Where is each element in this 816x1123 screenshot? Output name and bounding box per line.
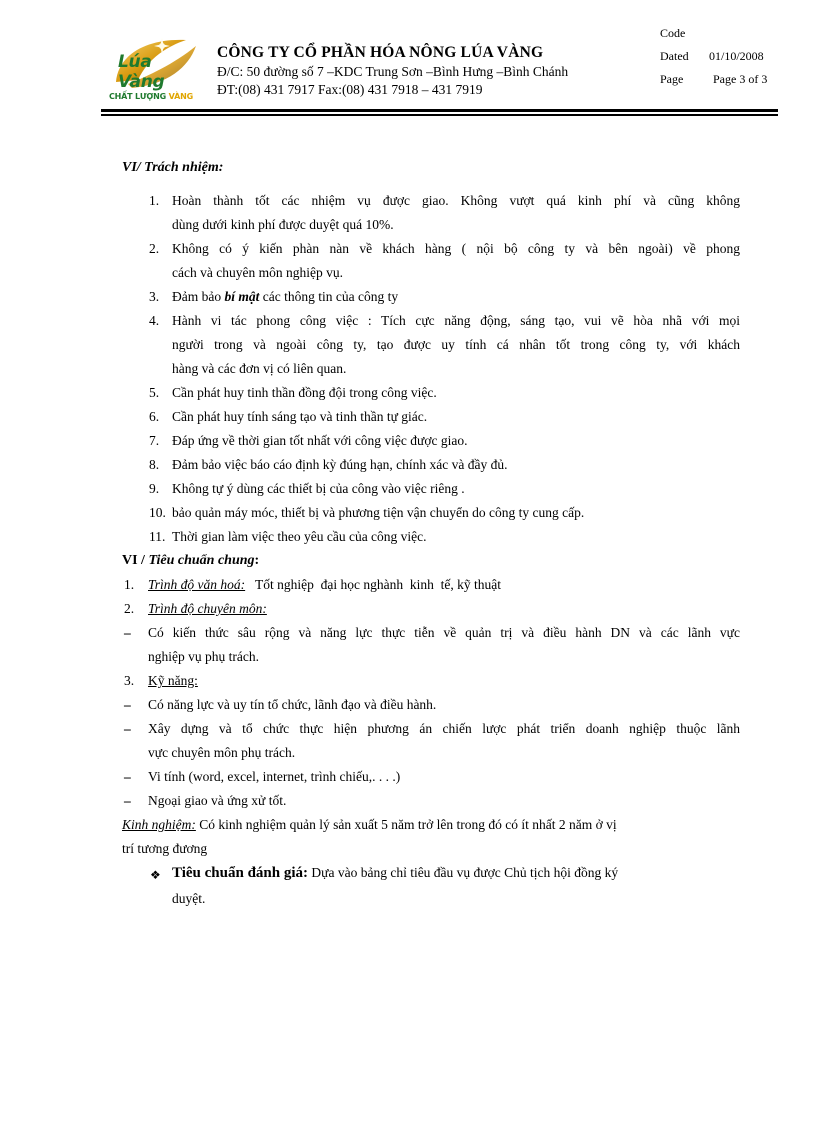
list-item-text: dùng dưới kinh phí được duyệt quá 10%. (172, 217, 394, 232)
section-title-text: Tiêu chuẩn chung (148, 553, 255, 568)
list-item-number: 3. (149, 289, 160, 304)
list-item-text-pre: Đảm bảo (172, 289, 225, 304)
list-item-text: Hoàn thành tốt các nhiệm vụ được giao. Không vượt quá kinh phí và cũng không (172, 193, 740, 208)
standard-number: 2. (124, 601, 135, 616)
section-title-standards (122, 553, 259, 569)
bullet-text: Có kiến thức sâu rộng và năng lực thực tiễn về quản trị và điều hành DN và các lãnh vực (148, 625, 740, 640)
experience-label: Kinh nghiệm: (122, 817, 196, 832)
company-address: Đ/C: 50 đường số 7 –KDC Trung Sơn –Bình Hưng –Bình Chánh (217, 64, 569, 79)
list-item-number: 8. (149, 457, 160, 472)
logo-tagline-gold: VÀNG (168, 92, 193, 101)
header-rule-thick (101, 109, 778, 112)
list-item-text (172, 289, 398, 305)
list-item-number: 2. (149, 241, 160, 256)
list-item-text: Đảm bảo việc báo cáo định kỳ đúng hạn, chính xác và đầy đủ. (172, 457, 508, 472)
experience-row (122, 817, 617, 833)
dash-bullet-icon: – (124, 769, 131, 784)
list-item-number: 4. (149, 313, 160, 328)
page-label: Page (660, 72, 684, 86)
list-item-text: bảo quản máy móc, thiết bị và phương tiện vận chuyển do công ty cung cấp. (172, 505, 585, 520)
list-item-number: 5. (149, 385, 160, 400)
section-title-responsibility: VI/ Trách nhiệm: (122, 160, 224, 175)
page-value: Page 3 of 3 (713, 72, 768, 86)
list-item-text-post: các thông tin của công ty (259, 289, 399, 304)
expertise-label: Trình độ chuyên môn: (148, 601, 267, 616)
bullet-text: nghiệp vụ phụ trách. (148, 649, 259, 664)
evaluation-text: Dựa vào bảng chỉ tiêu đầu vụ được Chủ tịch hội đồng ký (308, 865, 619, 880)
education-label: Trình độ văn hoá: (148, 577, 246, 592)
dash-bullet-icon: – (124, 793, 131, 808)
list-item-text: Cần phát huy tinh thần đồng đội trong công việc. (172, 385, 437, 400)
list-item-number: 10. (149, 505, 166, 520)
list-item-text: cách và chuyên môn nghiệp vụ. (172, 265, 343, 280)
experience-text-cont: trí tương đương (122, 841, 208, 856)
list-item-text: Cần phát huy tính sáng tạo và tinh thần tự giác. (172, 409, 428, 424)
dash-bullet-icon: – (124, 625, 131, 640)
header-rule-thin (101, 114, 778, 116)
list-item-number: 1. (149, 193, 160, 208)
dash-bullet-icon: – (124, 697, 131, 712)
list-item-text: Đáp ứng về thời gian tốt nhất với công việc được giao. (172, 433, 468, 448)
education-row (148, 577, 501, 593)
diamond-bullet-icon: ❖ (150, 868, 161, 882)
section-title-colon: : (254, 553, 260, 568)
section-prefix: VI / (122, 553, 149, 568)
dated-value: 01/10/2008 (709, 49, 764, 63)
evaluation-row (172, 865, 618, 882)
bullet-text: Có năng lực và uy tín tổ chức, lãnh đạo và điều hành. (148, 697, 437, 712)
evaluation-text-cont: duyệt. (172, 891, 206, 906)
list-item-number: 7. (149, 433, 160, 448)
list-item-number: 11. (149, 529, 166, 544)
code-label: Code (660, 26, 686, 40)
dated-label: Dated (660, 49, 689, 63)
company-logo (108, 34, 200, 104)
logo-tagline (109, 92, 193, 101)
logo-brand-text: Lúa Vàng (118, 52, 165, 92)
bullet-text: Vi tính (word, excel, internet, trình chiếu,. . . .) (148, 769, 401, 784)
list-item-text: Không có ý kiến phàn nàn về khách hàng ( nội bộ công ty và bên ngoài) về phong (172, 241, 740, 256)
experience-text: Có kinh nghiệm quản lý sản xuất 5 năm trở lên trong đó có ít nhất 2 năm ở vị (195, 817, 617, 832)
list-item-text: người trong và ngoài công ty, tạo được uy tính cá nhân tốt trong công ty, với khách (172, 337, 740, 352)
list-item-number: 9. (149, 481, 160, 496)
evaluation-label: Tiêu chuẩn đánh giá: (172, 865, 309, 881)
bullet-text: Ngoại giao và ứng xử tốt. (148, 793, 287, 808)
list-item-number: 6. (149, 409, 160, 424)
standard-number: 1. (124, 577, 135, 592)
education-value: Tốt nghiệp đại học nghành kinh tế, kỹ thuật (245, 577, 501, 592)
standard-number: 3. (124, 673, 135, 688)
emphasis-confidential: bí mật (224, 289, 260, 304)
list-item-text: Hành vi tác phong công việc : Tích cực năng động, sáng tạo, vui vẽ hòa nhã với mọi (172, 313, 740, 328)
bullet-text: vực chuyên môn phụ trách. (148, 745, 296, 760)
list-item-text: Thời gian làm việc theo yêu cầu của công việc. (172, 529, 427, 544)
company-name: CÔNG TY CỔ PHẦN HÓA NÔNG LÚA VÀNG (217, 44, 544, 61)
list-item-text: hàng và các đơn vị có liên quan. (172, 361, 347, 376)
company-phone-fax: ĐT:(08) 431 7917 Fax:(08) 431 7918 – 431 7919 (217, 82, 483, 97)
list-item-text: Không tự ý dùng các thiết bị của công vào việc riêng . (172, 481, 465, 496)
dash-bullet-icon: – (124, 721, 131, 736)
skills-label: Kỹ năng: (148, 673, 198, 688)
bullet-text: Xây dựng và tổ chức thực hiện phương án chiến lược phát triển doanh nghiệp thuộc lãnh (148, 721, 740, 736)
logo-tagline-green: CHẤT LƯỢNG (109, 92, 167, 101)
